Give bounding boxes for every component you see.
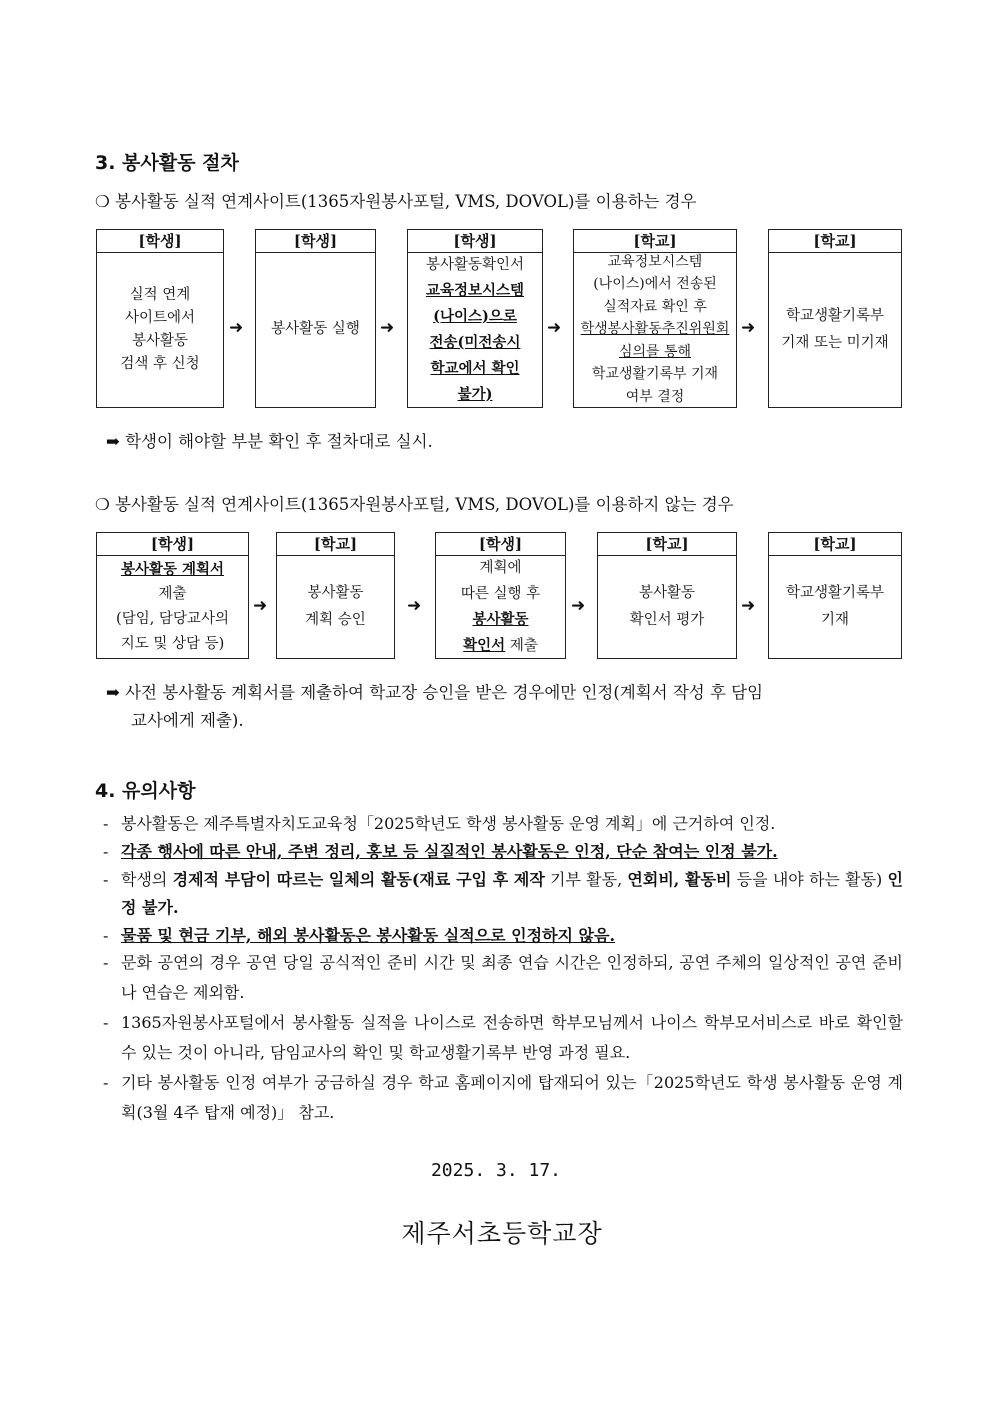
box-text: 사이트에서 [124,309,196,326]
case1-heading: ❍ 봉사활동 실적 연계사이트(1365자원봉사포털, VMS, DOVOL)를 이용하는 경우 [95,192,697,211]
dash: - [103,870,109,889]
document-date: 2025. 3. 17. [430,1160,562,1181]
note-text: 각종 행사에 따른 안내, 주변 정리, 홍보 등 실질적인 봉사활동은 인정, 단순 참여는 인정 불가. [121,842,778,861]
flow2-box-2 [276,532,395,659]
flow1-box-4 [573,229,737,408]
box-text: 제출 [158,585,187,602]
arrow-icon: ➜ [571,596,586,616]
note-text: 1365자원봉사포털에서 봉사활동 실적을 나이스로 전송하면 학부모님께서 나이스 학부모서비스로 바로 확인할 수 있는 것이 아니라, 담임교사의 확인 및 학교생활기록부 반영 과정 필요. [121,1013,903,1062]
note-text [121,866,903,922]
note-text: 문화 공연의 경우 공연 당일 공식적인 준비 시간 및 최종 연습 시간은 인정하되, 공연 주체의 일상적인 공연 준비나 연습은 제외함. [121,953,903,1002]
box-text: 교육정보시스템 [425,281,525,299]
box-text: 봉사활동 [307,584,364,601]
box-header: [학교] [769,230,901,253]
note-text: 기타 봉사활동 인정 여부가 궁금하실 경우 학교 홈페이지에 탑재되어 있는「2025학년도 학생 봉사활동 운영 계획(3월 4주 탑재 예정)」 참고. [121,1073,903,1122]
flow2-box-3 [435,532,566,659]
box-header: [학교] [598,533,736,556]
box-header: [학생] [97,230,223,253]
box-header: [학교] [574,230,736,253]
case1-note: ➡ 학생이 해야할 부분 확인 후 절차대로 실시. [106,432,433,451]
box-text: 학생봉사활동추진위원회 [580,321,730,338]
box-header: [학교] [277,533,394,556]
flow2-box-1 [96,532,249,659]
dash: - [103,926,109,945]
section-4-title: 4. 유의사항 [95,780,196,802]
dash: - [103,814,109,833]
flow1-box-1 [96,229,224,408]
box-text: 봉사활동 실행 [271,321,360,337]
list-item [103,922,903,950]
list-item [103,1008,903,1068]
box-text: 교육정보시스템 [607,253,703,270]
section-3-title: 3. 봉사활동 절차 [95,152,239,174]
box-text: 봉사활동 [131,332,189,349]
dash: - [103,842,109,861]
box-header: [학생] [97,533,248,556]
box-text: 확인서 [463,636,506,654]
box-header: [학생] [408,230,542,253]
arrow-icon: ➜ [253,596,268,616]
box-header: [학생] [436,533,565,556]
box-text: 기재 [820,611,849,628]
box-text: 학교에서 확인 [430,359,520,377]
dash: - [103,1073,109,1092]
box-text: 지도 및 상담 등) [120,635,225,652]
box-text: (나이스)으로 [433,307,517,325]
box-text: 여부 결정 [625,388,685,405]
list-item [103,948,903,1008]
flow1-box-3 [407,229,543,408]
note-part: 경제적 부담이 따르는 일체의 활동(재료 구입 후 제작 [172,870,545,889]
box-text: 검색 후 신청 [120,355,200,372]
box-text: 전송(미전송시 [429,333,521,351]
note-text: 봉사활동은 제주특별자치도교육청「2025학년도 학생 봉사활동 운영 계획」에 근거하여 인정. [121,814,776,833]
box-text: 실적자료 확인 후 [603,298,707,315]
box-text: 학교생활기록부 [785,307,885,324]
note-part: 등을 내야 하는 활동) [736,870,883,889]
flow2-box-5 [768,532,902,659]
list-item [103,810,903,838]
note-text: 물품 및 현금 기부, 해외 봉사활동은 봉사활동 실적으로 인정하지 않음. [121,926,616,945]
box-text: 계획에 [479,559,522,576]
arrow-icon: ➜ [380,318,395,338]
list-item [103,838,903,866]
note-part: 기부 활동, [550,870,623,889]
list-item [103,1068,903,1128]
note-part: 인정 불가. [121,870,903,917]
box-text: 봉사활동 [472,610,529,628]
box-header: [학생] [256,230,375,253]
box-text: 확인서 평가 [629,611,705,628]
arrow-icon: ➜ [229,318,244,338]
box-text: 학교생활기록부 기재 [591,366,719,383]
box-text: (담임, 담당교사의 [116,610,229,627]
case2-note-line2: 교사에게 제출). [131,711,244,730]
case2-note-line1: ➡ 사전 봉사활동 계획서를 제출하여 학교장 승인을 받은 경우에만 인정(계획서 작성 후 담임 [106,683,764,702]
box-header: [학교] [769,533,901,556]
note-part: 학생의 [121,870,168,889]
dash: - [103,953,109,972]
box-text: (나이스)에서 전송된 [593,276,717,293]
case2-heading: ❍ 봉사활동 실적 연계사이트(1365자원봉사포털, VMS, DOVOL)를 이용하지 않는 경우 [95,495,734,514]
note-part: 연회비, 활동비 [627,870,732,889]
flow1-box-5 [768,229,902,408]
flow1-box-2 [255,229,376,408]
flow2-box-4 [597,532,737,659]
arrow-icon: ➜ [741,596,756,616]
box-text: 학교생활기록부 [785,584,885,601]
box-text: 기재 또는 미기재 [781,334,889,351]
box-text: 따른 실행 후 [460,585,541,602]
box-text: 실적 연계 [129,286,191,303]
arrow-icon: ➜ [547,318,562,338]
box-text: 봉사활동 [638,584,696,601]
box-text: 심의를 통해 [618,343,692,360]
box-text: 불가) [457,385,493,403]
arrow-icon: ➜ [407,596,422,616]
box-text: 제출 [509,637,538,654]
signature-title: 제주서초등학교장 [401,1219,603,1248]
box-text: 계획 승인 [305,611,366,628]
dash: - [103,1013,109,1032]
list-item [103,866,903,922]
box-text: 봉사활동 계획서 [120,560,225,578]
box-text: 봉사활동확인서 [425,256,525,273]
arrow-icon: ➜ [741,318,756,338]
